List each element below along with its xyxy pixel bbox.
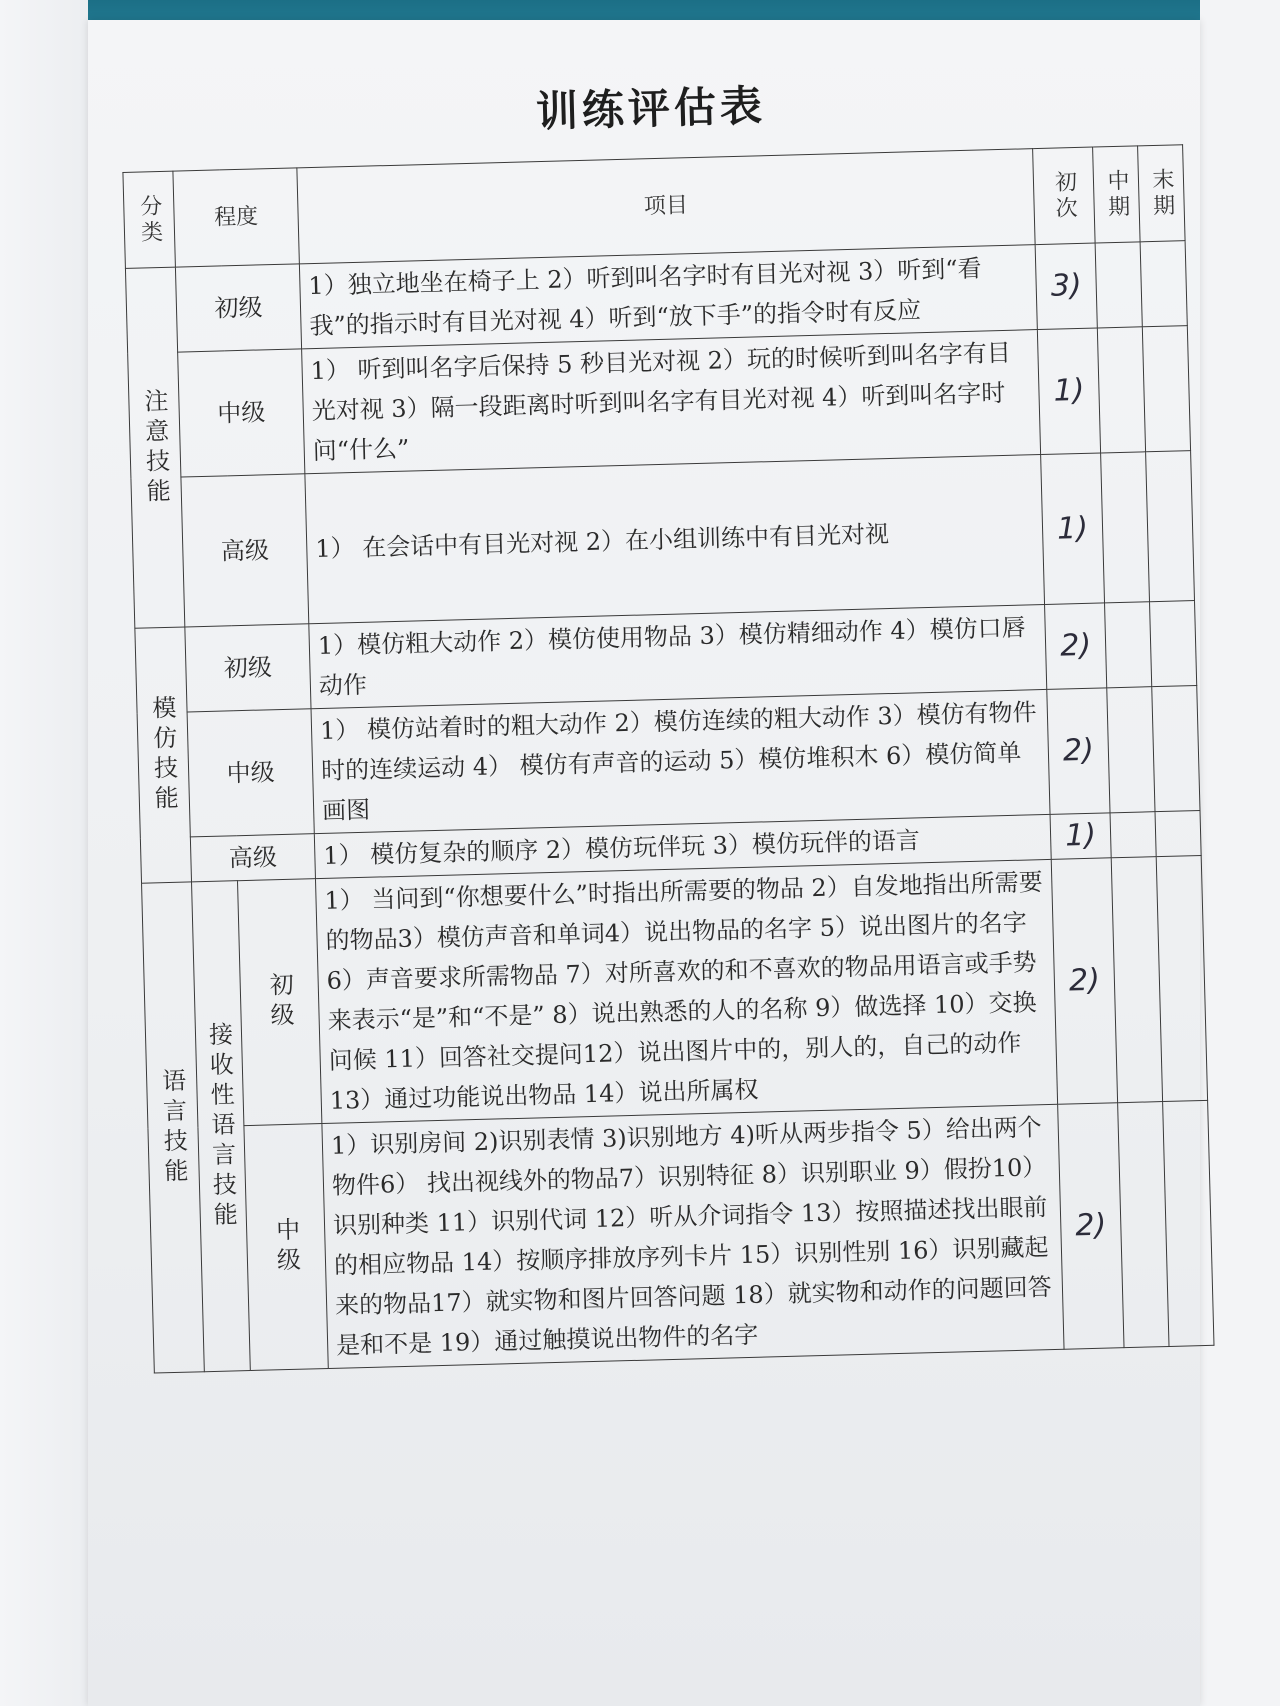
level-cell: 中级 — [187, 709, 314, 837]
header-final: 末期 — [1138, 145, 1185, 242]
header-initial: 初次 — [1033, 147, 1095, 245]
final-score-cell — [1155, 810, 1201, 856]
table-row — [131, 451, 1195, 629]
final-score-cell — [1146, 451, 1195, 602]
initial-score-cell: 1) — [1041, 453, 1105, 605]
final-score-cell — [1150, 601, 1197, 687]
item-cell: 1）独立地坐在椅子上 2）听到叫名字时有目光对视 3）听到“看我”的指示时有目光对视 4）听到“放下手”的指令时有反应 — [299, 245, 1037, 349]
level-cell: 高级 — [181, 474, 309, 627]
item-cell: 1） 模仿复杂的顺序 2）模仿玩伴玩 3）模仿玩伴的语言 — [314, 814, 1051, 878]
background-right — [1200, 0, 1280, 1706]
level-cell: 初级 — [238, 879, 322, 1126]
subcategory-cell: 接收性语言技能 — [192, 881, 251, 1372]
paper-sheet — [88, 20, 1200, 1706]
mid-score-cell — [1110, 812, 1156, 858]
document-page — [120, 52, 1214, 1373]
header-item: 项目 — [297, 149, 1035, 264]
level-cell: 中级 — [178, 349, 305, 477]
mid-score-cell — [1107, 687, 1155, 813]
final-score-cell — [1163, 1100, 1214, 1346]
evaluation-table — [122, 144, 1214, 1373]
category-cell: 模仿技能 — [135, 627, 192, 883]
final-score-cell — [1156, 855, 1207, 1101]
initial-score-cell: 1) — [1037, 328, 1100, 455]
final-score-cell — [1142, 326, 1190, 452]
mid-score-cell — [1118, 1102, 1169, 1348]
item-cell: 1）识别房间 2)识别表情 3)识别地方 4)听从两步指令 5）给出两个物件6） 找出视线外的物品7）识别特征 8）识别职业 9）假扮10）识别种类 11）识别代词 12）听从介词指令 13）按照描述找出眼前的相应物品 14）按顺序排放序列卡片 15）识别性别 16）识别藏起来的物品17）就实物和图片回答问题 18）就实物和动作的问题回答是和不是 19）通过触摸说出物件的名字 — [322, 1104, 1064, 1368]
background-left — [0, 0, 88, 1706]
initial-score-cell: 3) — [1035, 243, 1097, 330]
initial-score-cell: 2) — [1058, 1103, 1124, 1349]
item-cell: 1） 当问到“你想要什么”时指出所需要的物品 2）自发地指出所需要的物品3）模仿声音和单词4）说出物品的名字 5）说出图片的名字6）声音要求所需物品 7）对所喜欢的和不喜欢的物品用语言或手势来表示“是”和“不是” 8）说出熟悉的人的名称 9）做选择 10）交换问候 11）回答社交提问12）说出图片中的，别人的，自己的动作 13）通过功能说出物品 14）说出所属权 — [315, 859, 1057, 1123]
mid-score-cell — [1095, 242, 1142, 328]
item-cell: 1）模仿粗大动作 2）模仿使用物品 3）模仿精细动作 4）模仿口唇动作 — [309, 604, 1047, 708]
final-score-cell — [1152, 686, 1200, 812]
initial-score-cell: 2) — [1045, 603, 1107, 690]
header-category: 分类 — [123, 171, 175, 268]
item-cell: 1） 听到叫名字后保持 5 秒目光对视 2）玩的时候听到叫名字有目光对视 3）隔一段距离时听到叫名字有目光对视 4）听到叫名字时问“什么” — [302, 330, 1041, 474]
item-cell: 1） 模仿站着时的粗大动作 2）模仿连续的粗大动作 3）模仿有物件时的连续运动 4） 模仿有声音的运动 5）模仿堆积木 6）模仿简单画图 — [311, 689, 1050, 833]
level-cell: 初级 — [175, 264, 301, 352]
level-cell: 初级 — [185, 624, 311, 712]
category-cell: 语言技能 — [142, 882, 205, 1373]
mid-score-cell — [1105, 602, 1152, 688]
level-cell: 中级 — [244, 1124, 328, 1371]
page-title: 训练评估表 — [535, 81, 767, 137]
final-score-cell — [1140, 241, 1187, 327]
header-level: 程度 — [173, 168, 299, 267]
initial-score-cell: 1) — [1050, 813, 1111, 860]
initial-score-cell: 2) — [1051, 858, 1117, 1104]
level-cell: 高级 — [190, 834, 315, 882]
mid-score-cell — [1111, 857, 1162, 1103]
table-row — [142, 855, 1208, 1128]
category-cell: 注意技能 — [125, 267, 184, 628]
header-mid: 中期 — [1093, 146, 1140, 243]
item-cell: 1） 在会话中有目光对视 2）在小组训练中有目光对视 — [305, 455, 1045, 624]
mid-score-cell — [1101, 452, 1150, 603]
table-row — [148, 1100, 1214, 1373]
mid-score-cell — [1097, 327, 1145, 453]
initial-score-cell: 2) — [1047, 688, 1110, 815]
